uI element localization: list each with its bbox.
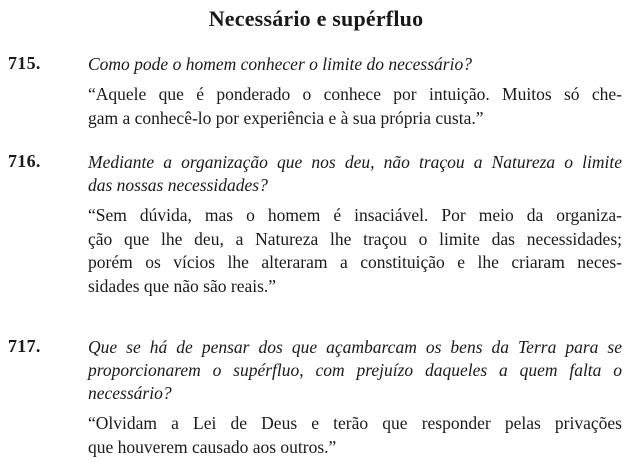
question-line: necessário? <box>88 383 172 403</box>
question-line: das nossas necessidades? <box>88 175 268 195</box>
question-text <box>88 53 622 76</box>
answer-text <box>88 83 622 130</box>
answer-line: “Olvidam a Lei de Deus e terão que responder pelas privações <box>88 413 622 433</box>
question-text <box>88 336 622 405</box>
question-line: proporcionarem o supérfluo, com prejuízo daqueles a quem falta o <box>88 360 622 380</box>
question-number: 717. <box>8 336 41 356</box>
question-line: Como pode o homem conhecer o limite do necessário? <box>88 54 472 74</box>
question-line: Que se há de pensar dos que açambarcam os bens da Terra para se <box>88 337 622 357</box>
question-number: 716. <box>8 151 41 171</box>
answer-line: “Sem dúvida, mas o homem é insaciável. Por meio da organiza- <box>88 205 622 225</box>
answer-line: que houverem causado aos outros.” <box>88 436 337 457</box>
answer-text <box>88 204 622 298</box>
question-text <box>88 151 622 197</box>
answer-text <box>88 412 622 459</box>
question-number: 715. <box>8 53 41 73</box>
question-line: Mediante a organização que nos deu, não traçou a Natureza o limite <box>88 152 622 172</box>
answer-line: porém os vícios lhe alteraram a constituição e lhe criaram neces- <box>88 252 622 272</box>
answer-line: ção que lhe deu, a Natureza lhe traçou o limite das necessidades; <box>88 228 622 249</box>
answer-line: “Aquele que é ponderado o conhece por intuição. Muitos só che- <box>88 84 622 104</box>
answer-line: gam a conhecê-lo por experiência e à sua própria custa.” <box>88 107 484 128</box>
section-title: Necessário e supérfluo <box>208 6 424 31</box>
answer-line: sidades que não são reais.” <box>88 275 277 296</box>
